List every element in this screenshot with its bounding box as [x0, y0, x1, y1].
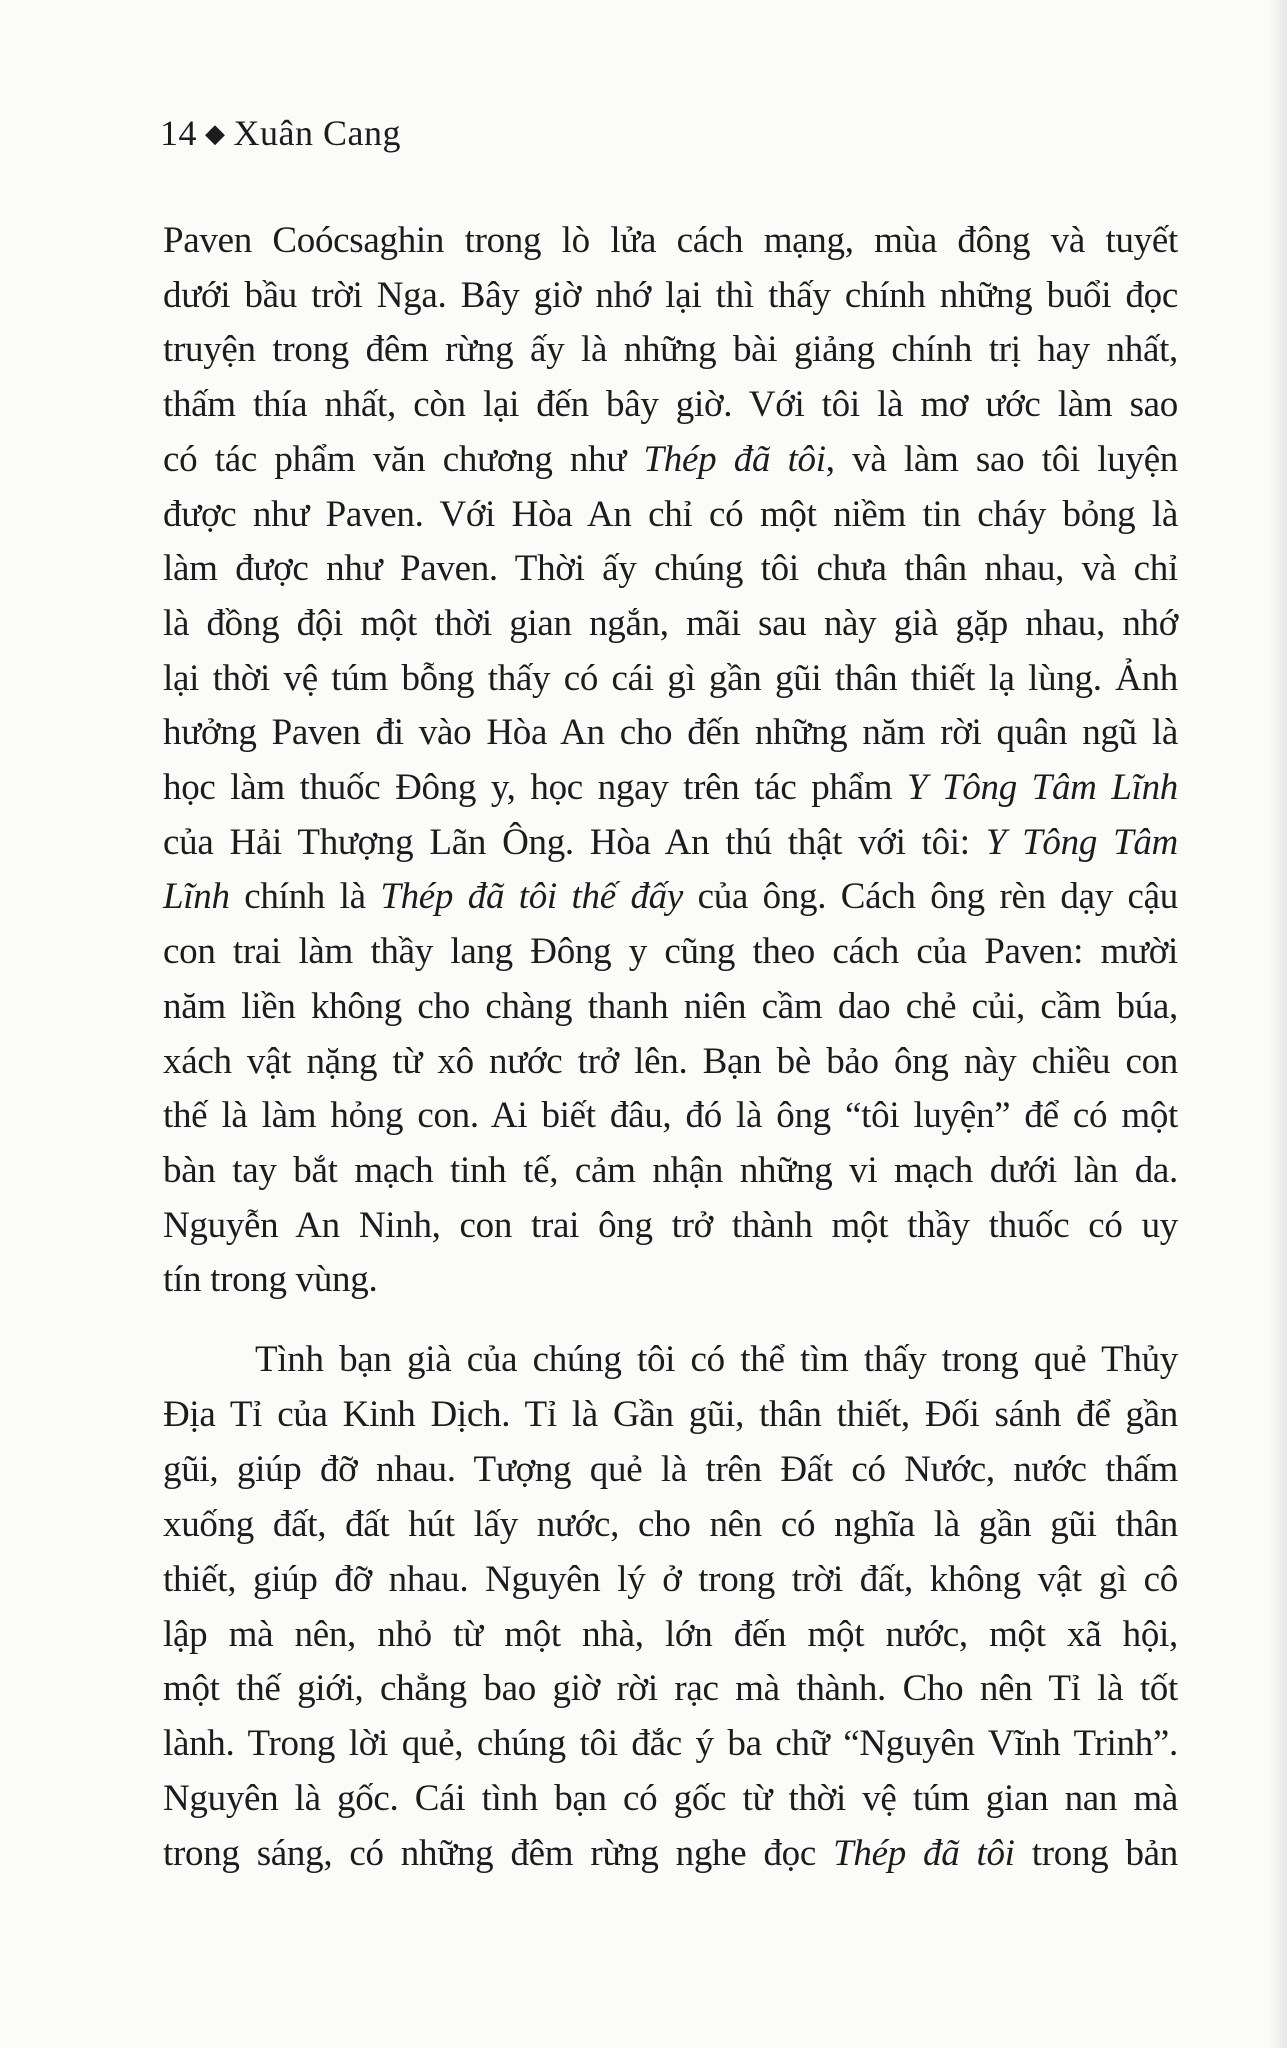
- page-edge-shadow: [1269, 0, 1287, 2048]
- text-segment: trong bản: [1014, 1833, 1179, 1875]
- text-line: [163, 705, 1178, 760]
- text-line: [163, 1442, 1178, 1497]
- text-segment: một thế giới, chẳng bao giờ rời rạc mà thành. Cho nên Tỉ là tốt: [163, 1668, 1178, 1710]
- text-line: [163, 322, 1178, 377]
- text-segment: Paven Coócsaghin trong lò lửa cách mạng, mùa đông và tuyết: [163, 220, 1178, 261]
- text-line: [163, 1552, 1178, 1607]
- text-line: [163, 979, 1178, 1034]
- text-line: [163, 1088, 1178, 1143]
- text-line: [255, 1332, 1178, 1387]
- text-segment: trong sáng, có những đêm rừng nghe đọc: [163, 1833, 834, 1875]
- text-segment: hưởng Paven đi vào Hòa An cho đến những năm rời quân ngũ là: [163, 712, 1178, 754]
- text-segment: lành. Trong lời quẻ, chúng tôi đắc ý ba chữ “Nguyên Vĩnh Trinh”.: [163, 1723, 1178, 1765]
- text-line: [163, 541, 1178, 596]
- text-line: [163, 487, 1178, 542]
- text-line: [163, 1497, 1178, 1552]
- text-line: [163, 651, 1178, 706]
- text-segment: có tác phẩm văn chương như: [163, 438, 644, 480]
- text-line: [163, 1034, 1178, 1089]
- text-segment: của Hải Thượng Lãn Ông. Hòa An thú thật với tôi:: [163, 821, 986, 863]
- text-line: [163, 1143, 1178, 1198]
- text-line: [163, 760, 1178, 815]
- text-segment: , và làm sao tôi luyện: [825, 438, 1179, 480]
- italic-title-text: Thép đã tôi: [643, 438, 826, 480]
- text-segment: thế là làm hỏng con. Ai biết đâu, đó là ông “tôi luyện” để có một: [163, 1095, 1178, 1137]
- text-segment: làm được như Paven. Thời ấy chúng tôi chưa thân nhau, và chỉ: [163, 548, 1178, 590]
- text-line: [163, 924, 1178, 979]
- text-line: [163, 1198, 1178, 1253]
- text-line: [163, 1661, 1178, 1716]
- text-segment: Địa Tỉ của Kinh Dịch. Tỉ là Gần gũi, thân thiết, Đối sánh để gần: [163, 1393, 1178, 1435]
- author-name: Xuân Cang: [233, 113, 401, 153]
- text-segment: gũi, giúp đỡ nhau. Tượng quẻ là trên Đất có Nước, nước thấm: [163, 1448, 1178, 1490]
- page-number: 14: [160, 113, 197, 153]
- text-segment: dưới bầu trời Nga. Bây giờ nhớ lại thì thấy chính những buổi đọc: [163, 274, 1178, 316]
- italic-title-text: Thép đã tôi: [833, 1833, 1015, 1875]
- text-segment: truyện trong đêm rừng ấy là những bài giảng chính trị hay nhất,: [163, 329, 1178, 371]
- text-line: [163, 1826, 1178, 1881]
- running-header: [160, 112, 401, 154]
- text-line: [163, 432, 1178, 487]
- text-segment: Nguyễn An Ninh, con trai ông trở thành một thầy thuốc có uy: [163, 1204, 1178, 1246]
- text-line: [163, 377, 1178, 432]
- italic-title-text: Y Tông Tâm: [985, 821, 1178, 863]
- text-line: [163, 1771, 1178, 1826]
- text-segment: xách vật nặng từ xô nước trở lên. Bạn bè bảo ông này chiều con: [163, 1040, 1178, 1082]
- text-line: [163, 1716, 1178, 1771]
- text-segment: học làm thuốc Đông y, học ngay trên tác phẩm: [163, 767, 907, 808]
- text-line: [163, 815, 1178, 870]
- text-line: [163, 1607, 1178, 1662]
- italic-title-text: Y Tông Tâm Lĩnh: [907, 767, 1178, 808]
- text-line: [163, 213, 1178, 268]
- text-line: [163, 268, 1178, 323]
- italic-title-text: Thép đã tôi thế đấy: [380, 876, 683, 918]
- text-segment: là đồng đội một thời gian ngắn, mãi sau này già gặp nhau, nhớ: [163, 602, 1178, 644]
- text-segment: lập mà nên, nhỏ từ một nhà, lớn đến một nước, một xã hội,: [163, 1613, 1178, 1655]
- text-segment: lại thời vệ túm bỗng thấy có cái gì gần gũi thân thiết lạ lùng. Ảnh: [163, 657, 1178, 699]
- text-segment: chính là: [229, 876, 381, 918]
- text-segment: tín trong vùng.: [163, 1259, 378, 1301]
- text-segment: Nguyên là gốc. Cái tình bạn có gốc từ thời vệ túm gian nan mà: [163, 1778, 1178, 1820]
- text-line: [163, 1252, 1178, 1307]
- text-segment: năm liền không cho chàng thanh niên cầm dao chẻ củi, cầm búa,: [163, 985, 1178, 1027]
- text-line: [163, 1387, 1178, 1442]
- text-segment: được như Paven. Với Hòa An chỉ có một niềm tin cháy bỏng là: [163, 493, 1178, 535]
- italic-title-text: Lĩnh: [163, 876, 230, 918]
- diamond-separator-icon: ◆: [205, 119, 226, 148]
- text-segment: xuống đất, đất hút lấy nước, cho nên có nghĩa là gần gũi thân: [163, 1503, 1178, 1545]
- text-segment: bàn tay bắt mạch tinh tế, cảm nhận những vi mạch dưới làn da.: [163, 1149, 1178, 1191]
- text-segment: thiết, giúp đỡ nhau. Nguyên lý ở trong trời đất, không vật gì cô: [163, 1558, 1178, 1600]
- text-segment: Tình bạn già của chúng tôi có thể tìm thấy trong quẻ Thủy: [255, 1339, 1178, 1380]
- text-segment: của ông. Cách ông rèn dạy cậu: [682, 876, 1178, 918]
- text-segment: thấm thía nhất, còn lại đến bây giờ. Với tôi là mơ ước làm sao: [163, 384, 1178, 426]
- text-line: [163, 596, 1178, 651]
- text-segment: con trai làm thầy lang Đông y cũng theo cách của Paven: mười: [163, 931, 1178, 973]
- text-line: [163, 869, 1178, 924]
